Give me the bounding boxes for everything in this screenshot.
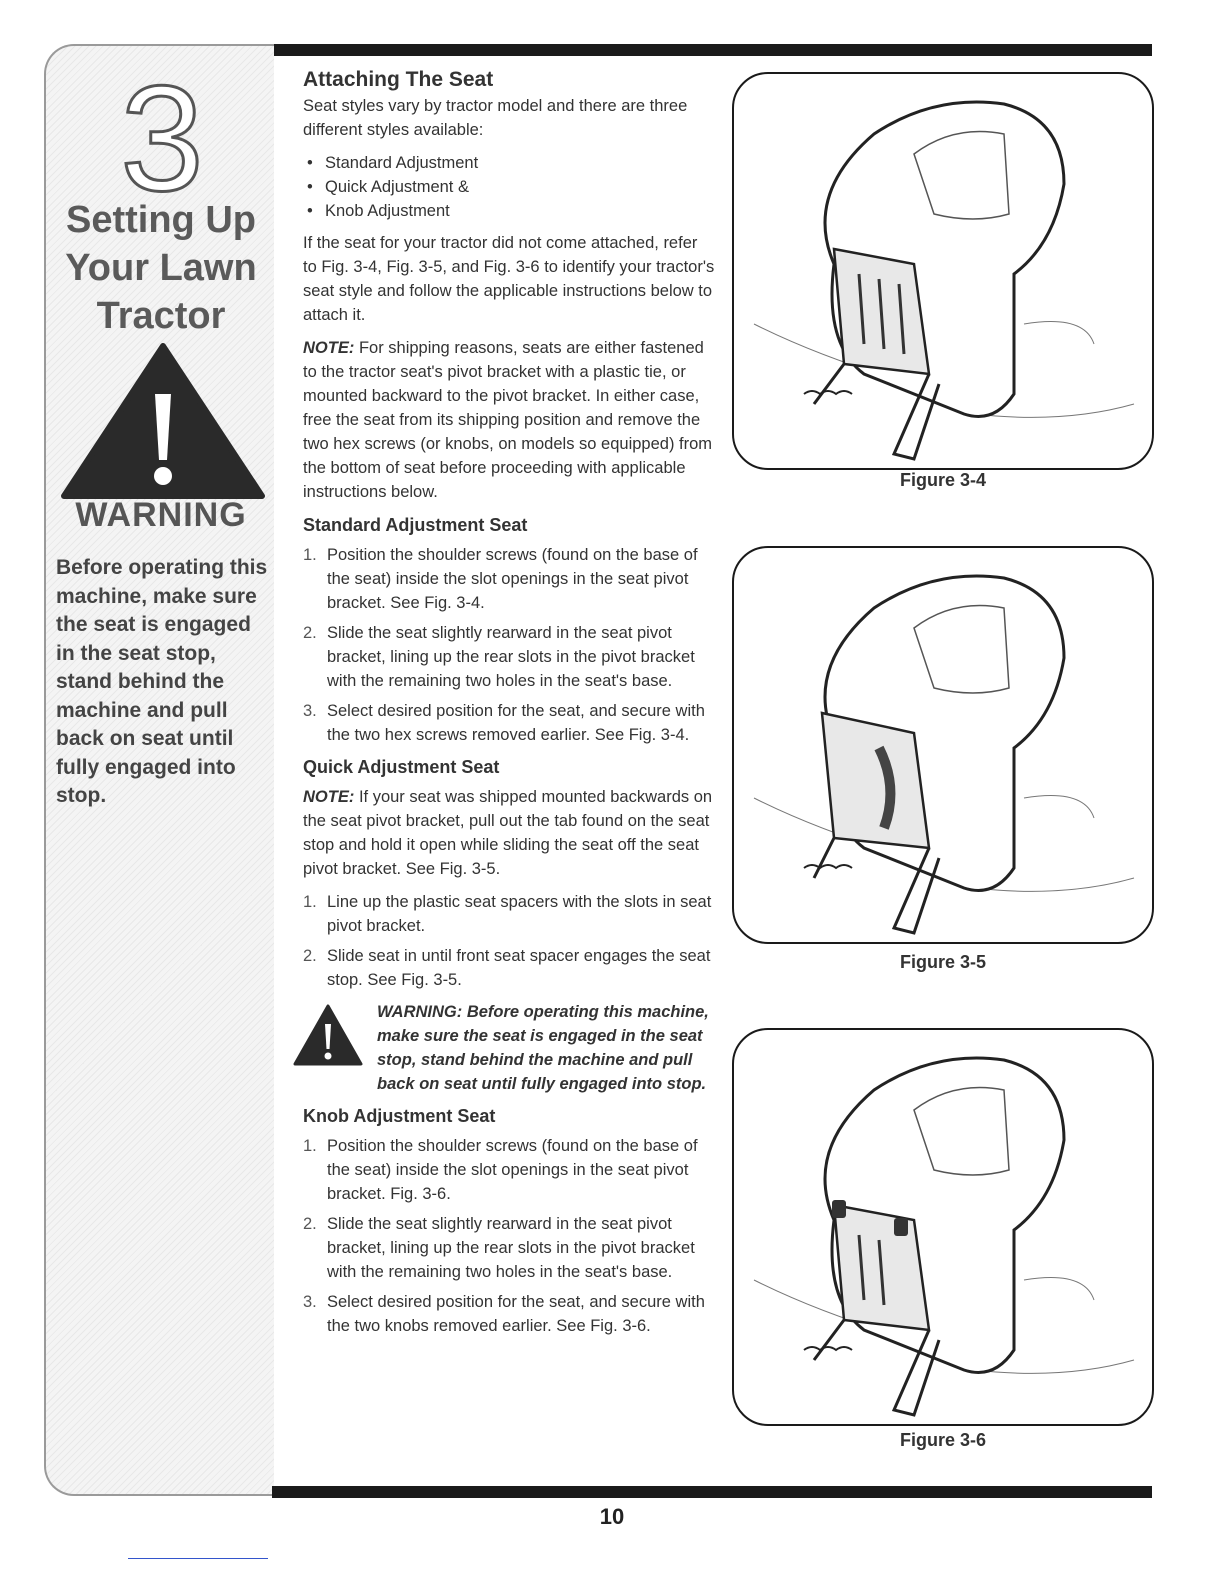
- quick-note: NOTE: If your seat was shipped mounted backwards on the seat pivot bracket, pull out the tab found on the seat stop and hold it open while sliding the seat off the seat pivot bracket. See Fig. 3-5.: [303, 788, 713, 878]
- chapter-sidebar: [44, 44, 274, 1496]
- main-content: [303, 66, 715, 1344]
- bottom-rule: [272, 1486, 1152, 1498]
- figure-caption: Figure 3-6: [899, 1430, 987, 1450]
- chapter-title: Setting Up Your Lawn Tractor: [65, 199, 257, 337]
- step-item: 2. Slide seat in until front seat spacer engages the seat stop. See Fig. 3-5.: [303, 947, 711, 989]
- seat-bracket-illustration: [734, 548, 1152, 942]
- section-heading: Attaching The Seat: [303, 68, 494, 91]
- warning-triangle-icon: [293, 1004, 363, 1066]
- step-item: 1. Line up the plastic seat spacers with the slots in seat pivot bracket.: [303, 893, 712, 935]
- step-item: 2. Slide the seat slightly rearward in the seat pivot bracket, lining up the rear slots in the pivot bracket with the remaining two holes in the seat's base.: [303, 624, 695, 690]
- step-item: 3. Select desired position for the seat, and secure with the two knobs removed earlier. See Fig. 3-6.: [303, 1293, 705, 1335]
- figure-caption: Figure 3-4: [899, 470, 987, 490]
- warning-text: Before operating this machine, make sure the seat is engaged in the seat stop, stand behind the machine and pull back on seat until fully engaged into stop.: [56, 556, 268, 807]
- list-item: • Knob Adjustment: [303, 199, 715, 223]
- standard-steps: [303, 543, 715, 747]
- figure-3-5: [732, 546, 1154, 944]
- knob-steps: [303, 1134, 715, 1338]
- refer-text: If the seat for your tractor did not come attached, refer to Fig. 3-4, Fig. 3-5, and Fig. 3-6 to identify your tractor's seat style and follow the applicable instructions below to attach it.: [303, 234, 715, 324]
- figure-3-4: [732, 72, 1154, 470]
- seat-bracket-illustration: [734, 74, 1152, 468]
- inline-warning-text: WARNING: Before operating this machine, make sure the seat is engaged in the seat stop, stand behind the machine and pull back on seat until fully engaged into stop.: [377, 1003, 709, 1093]
- step-item: 1. Position the shoulder screws (found on the base of the seat) inside the slot openings in the seat pivot bracket. See Fig. 3-4.: [303, 546, 698, 612]
- warning-triangle-icon: [60, 342, 266, 500]
- step-item: 3. Select desired position for the seat, and secure with the two hex screws removed earlier. See Fig. 3-4.: [303, 702, 705, 744]
- figure-3-6: [732, 1028, 1154, 1426]
- shipping-note: NOTE: For shipping reasons, seats are either fastened to the tractor seat's pivot bracket with a plastic tie, or mounted backward to the pivot bracket. In either case, free the seat from its shipping position and remove the two hex screws (or knobs, on models so equipped) from the bottom of seat before proceeding with applicable instructions below.: [303, 339, 713, 501]
- step-item: 2. Slide the seat slightly rearward in the seat pivot bracket, lining up the rear slots in the pivot bracket with the remaining two holes in the seat's base.: [303, 1215, 695, 1281]
- list-item: • Standard Adjustment: [303, 151, 715, 175]
- page-number: 10: [599, 1504, 625, 1529]
- footer-line: [128, 1558, 268, 1559]
- quick-heading: Quick Adjustment Seat: [303, 757, 500, 777]
- top-rule: [272, 44, 1152, 56]
- chapter-number-3: [112, 58, 212, 208]
- figure-caption: Figure 3-5: [899, 952, 987, 972]
- standard-heading: Standard Adjustment Seat: [303, 515, 528, 535]
- seat-bracket-illustration: [734, 1030, 1152, 1424]
- seat-style-list: [303, 151, 715, 223]
- step-item: 1. Position the shoulder screws (found on the base of the seat) inside the slot openings in the seat pivot bracket. Fig. 3-6.: [303, 1137, 698, 1203]
- intro-text: Seat styles vary by tractor model and there are three different styles available:: [303, 97, 688, 139]
- knob-heading: Knob Adjustment Seat: [303, 1106, 496, 1126]
- svg-text:3: 3: [120, 58, 204, 208]
- list-item: • Quick Adjustment &: [303, 175, 715, 199]
- quick-steps: [303, 890, 715, 992]
- warning-heading: WARNING: [75, 496, 247, 534]
- inline-warning: [293, 1000, 715, 1096]
